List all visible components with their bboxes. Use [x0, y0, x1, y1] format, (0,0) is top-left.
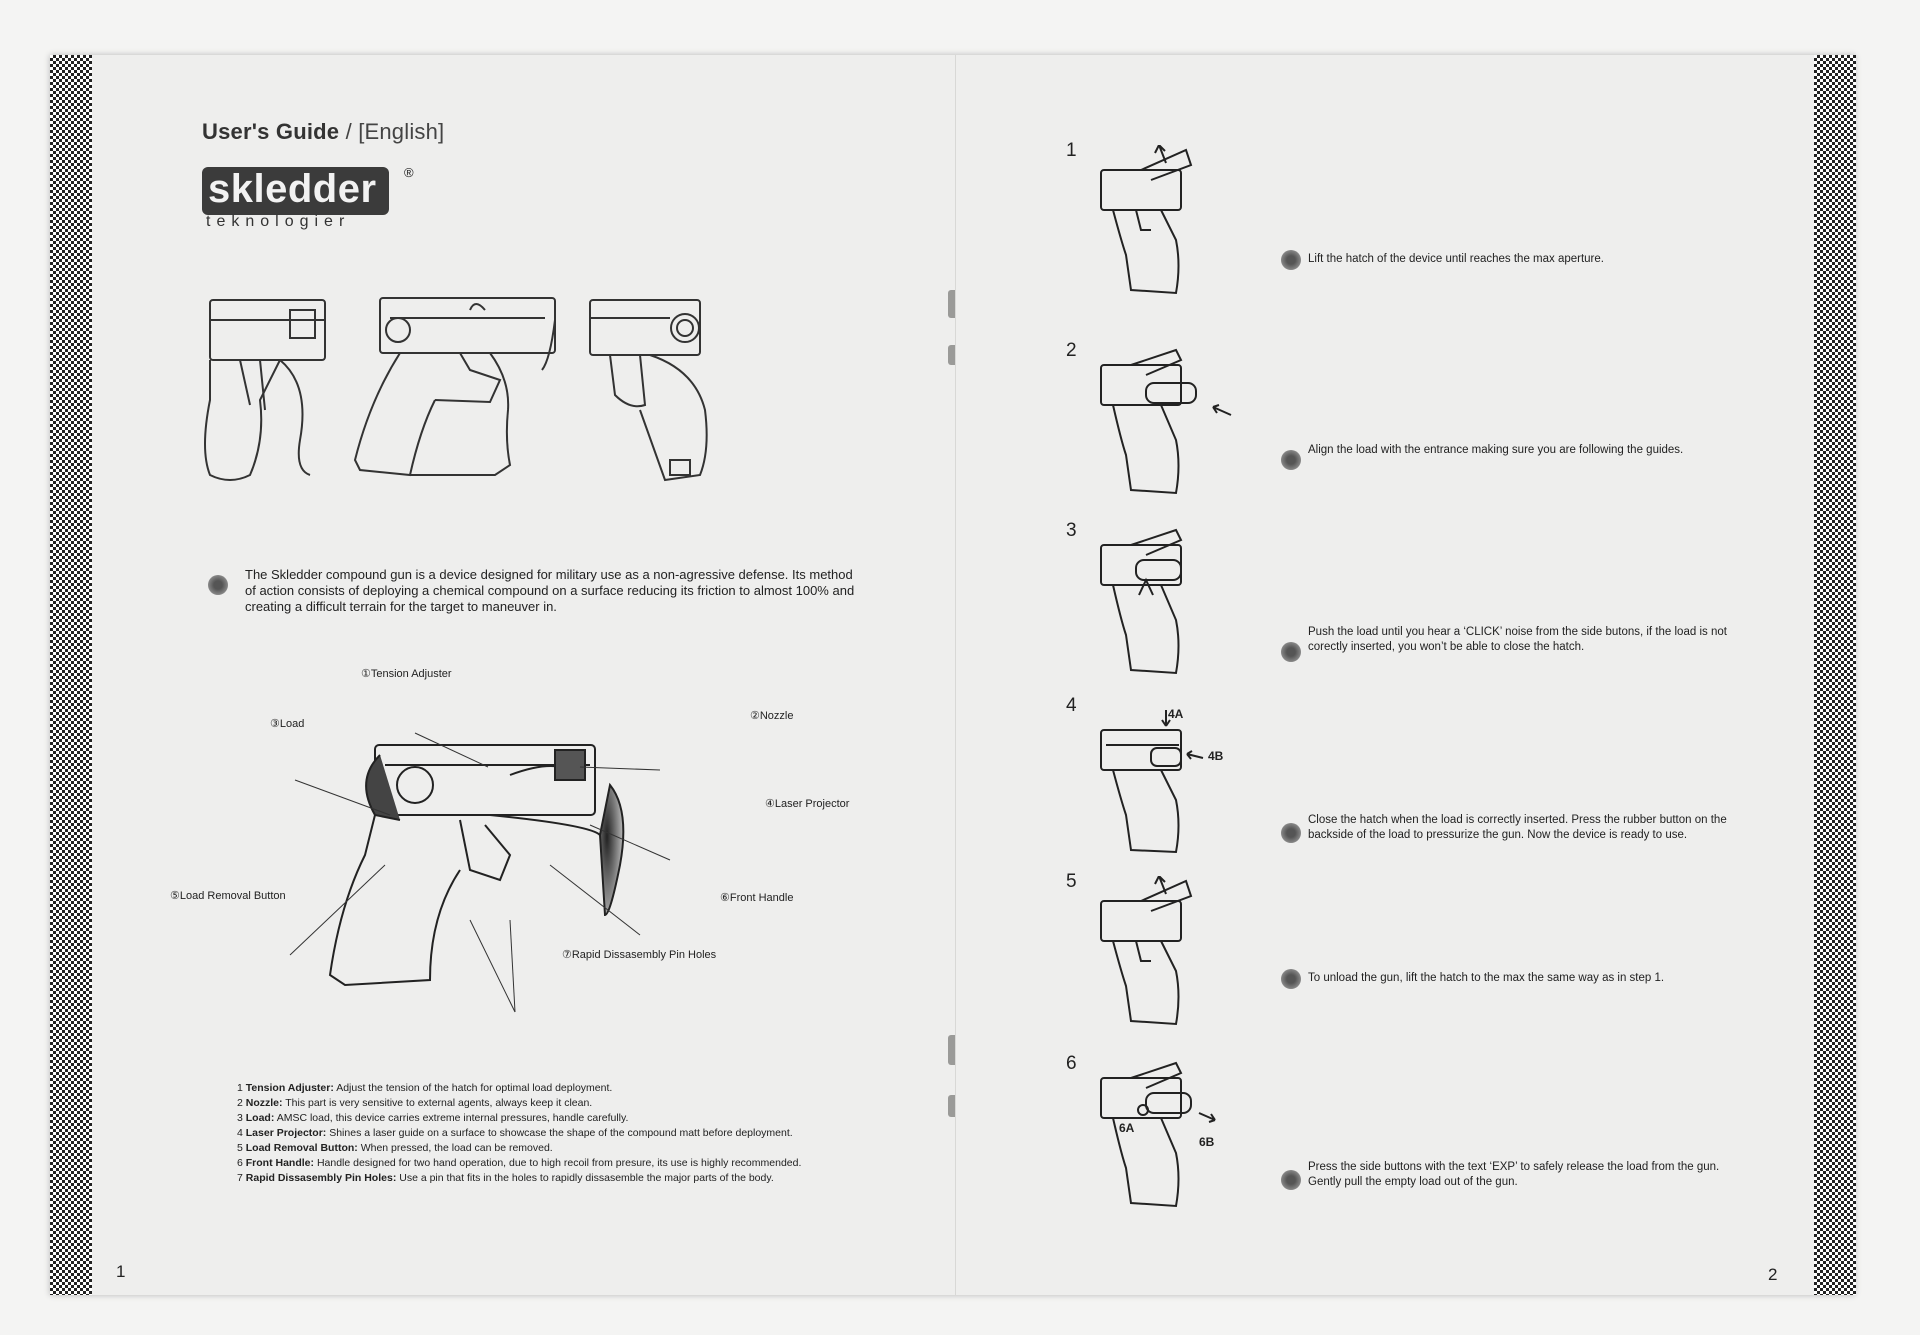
device-views-illustration — [170, 290, 850, 520]
legend-row: 1 Tension Adjuster: Adjust the tension of the hatch for optimal load deployment. — [237, 1082, 613, 1094]
booklet-spread — [50, 55, 1855, 1295]
step-4-illustration — [1091, 700, 1241, 865]
labeled-device-diagram — [170, 655, 790, 1075]
legend-row: 5 Load Removal Button: When pressed, the load can be removed. — [237, 1142, 553, 1154]
guide-title-sep: / — [345, 119, 352, 144]
step-6 — [956, 1053, 1856, 1223]
step-number: 5 — [1066, 871, 1077, 892]
step-text: Align the load with the entrance making sure you are following the guides. — [1308, 444, 1684, 456]
left-page — [50, 55, 955, 1295]
step-3 — [956, 520, 1856, 690]
page-number-left: 1 — [116, 1262, 126, 1281]
front-view-drawing — [205, 300, 325, 480]
step-bullet-icon — [1281, 450, 1301, 470]
step-6-label-6a: 6A — [1119, 1121, 1135, 1135]
step-4-label-4a: 4A — [1168, 707, 1184, 721]
step-text: Lift the hatch of the device until reaches the max aperture. — [1308, 253, 1604, 265]
step-bullet-icon — [1281, 969, 1301, 989]
step-1-illustration — [1091, 145, 1241, 310]
step-4-label-4b: 4B — [1208, 749, 1224, 763]
step-2 — [956, 340, 1856, 510]
step-2-illustration — [1091, 345, 1241, 510]
parts-legend — [237, 1081, 917, 1186]
legend-row: 4 Laser Projector: Shines a laser guide on a surface to showcase the shape of the compound matt before deployment. — [237, 1127, 793, 1139]
right-page — [955, 55, 1856, 1295]
step-number: 6 — [1066, 1053, 1077, 1074]
step-number: 3 — [1066, 520, 1077, 541]
legend-row: 3 Load: AMSC load, this device carries extreme internal pressures, handle carefully. — [237, 1112, 629, 1124]
callout-tension-adjuster: ①Tension Adjuster — [361, 668, 452, 680]
step-number: 1 — [1066, 140, 1077, 161]
rear-view-drawing — [590, 300, 707, 480]
step-6-illustration — [1091, 1058, 1241, 1223]
callout-nozzle: ②Nozzle — [750, 710, 794, 722]
intro-bullet-icon — [208, 575, 228, 595]
step-bullet-icon — [1281, 250, 1301, 270]
guide-title-bold: User's Guide — [202, 119, 340, 144]
step-number: 2 — [1066, 340, 1077, 361]
intro-paragraph: The Skledder compound gun is a device designed for military use as a non-agressive defense. Its method of action consists of deploying a chemical compound on a surface reducing its friction to almost 100% and creating a difficult terrain for the target to maneuver in. — [245, 567, 855, 614]
brand-logo — [202, 165, 414, 231]
step-text: Push the load until you hear a ‘CLICK’ noise from the side butons, if the load is not corectly inserted, you won’t be able to close the hatch. — [1308, 626, 1727, 653]
step-text: Close the hatch when the load is correctly inserted. Press the rubber button on the backside of the load to pressurize the gun. Now the device is ready to use. — [1308, 814, 1727, 841]
legend-row: 6 Front Handle: Handle designed for two hand operation, due to high recoil from presure, its use is highly recommended. — [237, 1157, 802, 1169]
step-6-label-6b: 6B — [1199, 1135, 1215, 1149]
guide-title — [202, 119, 444, 145]
legend-row: 7 Rapid Dissasembly Pin Holes: Use a pin that fits in the holes to rapidly dissasemble the major parts of the body. — [237, 1172, 774, 1184]
step-5 — [956, 871, 1856, 1041]
logo-wordmark: skledder — [202, 167, 389, 215]
step-4 — [956, 695, 1856, 865]
side-view-drawing — [355, 298, 555, 475]
callout-load: ③Load — [270, 718, 305, 730]
legend-row: 2 Nozzle: This part is very sensitive to external agents, always keep it clean. — [237, 1097, 593, 1109]
step-5-illustration — [1091, 876, 1241, 1041]
step-number: 4 — [1066, 695, 1077, 716]
step-text: To unload the gun, lift the hatch to the max the same way as in step 1. — [1308, 972, 1665, 984]
page-number-right: 2 — [1768, 1265, 1778, 1284]
step-text: Press the side buttons with the text ‘EXP’ to safely release the load from the gun. Gently pull the empty load out of the gun. — [1308, 1161, 1720, 1188]
left-edge-pattern — [50, 55, 92, 1295]
callout-laser-projector: ④Laser Projector — [765, 798, 850, 810]
callout-pin-holes: ⑦Rapid Dissasembly Pin Holes — [562, 949, 717, 961]
logo-subtitle: teknologier — [206, 213, 351, 230]
step-bullet-icon — [1281, 1170, 1301, 1190]
step-bullet-icon — [1281, 642, 1301, 662]
guide-title-lang: [English] — [358, 119, 445, 144]
step-1 — [956, 140, 1856, 310]
callout-front-handle: ⑥Front Handle — [720, 892, 794, 904]
step-3-illustration — [1091, 525, 1241, 690]
callout-load-removal-button: ⑤Load Removal Button — [170, 890, 286, 902]
logo-registered-mark: ® — [404, 165, 414, 180]
step-bullet-icon — [1281, 823, 1301, 843]
